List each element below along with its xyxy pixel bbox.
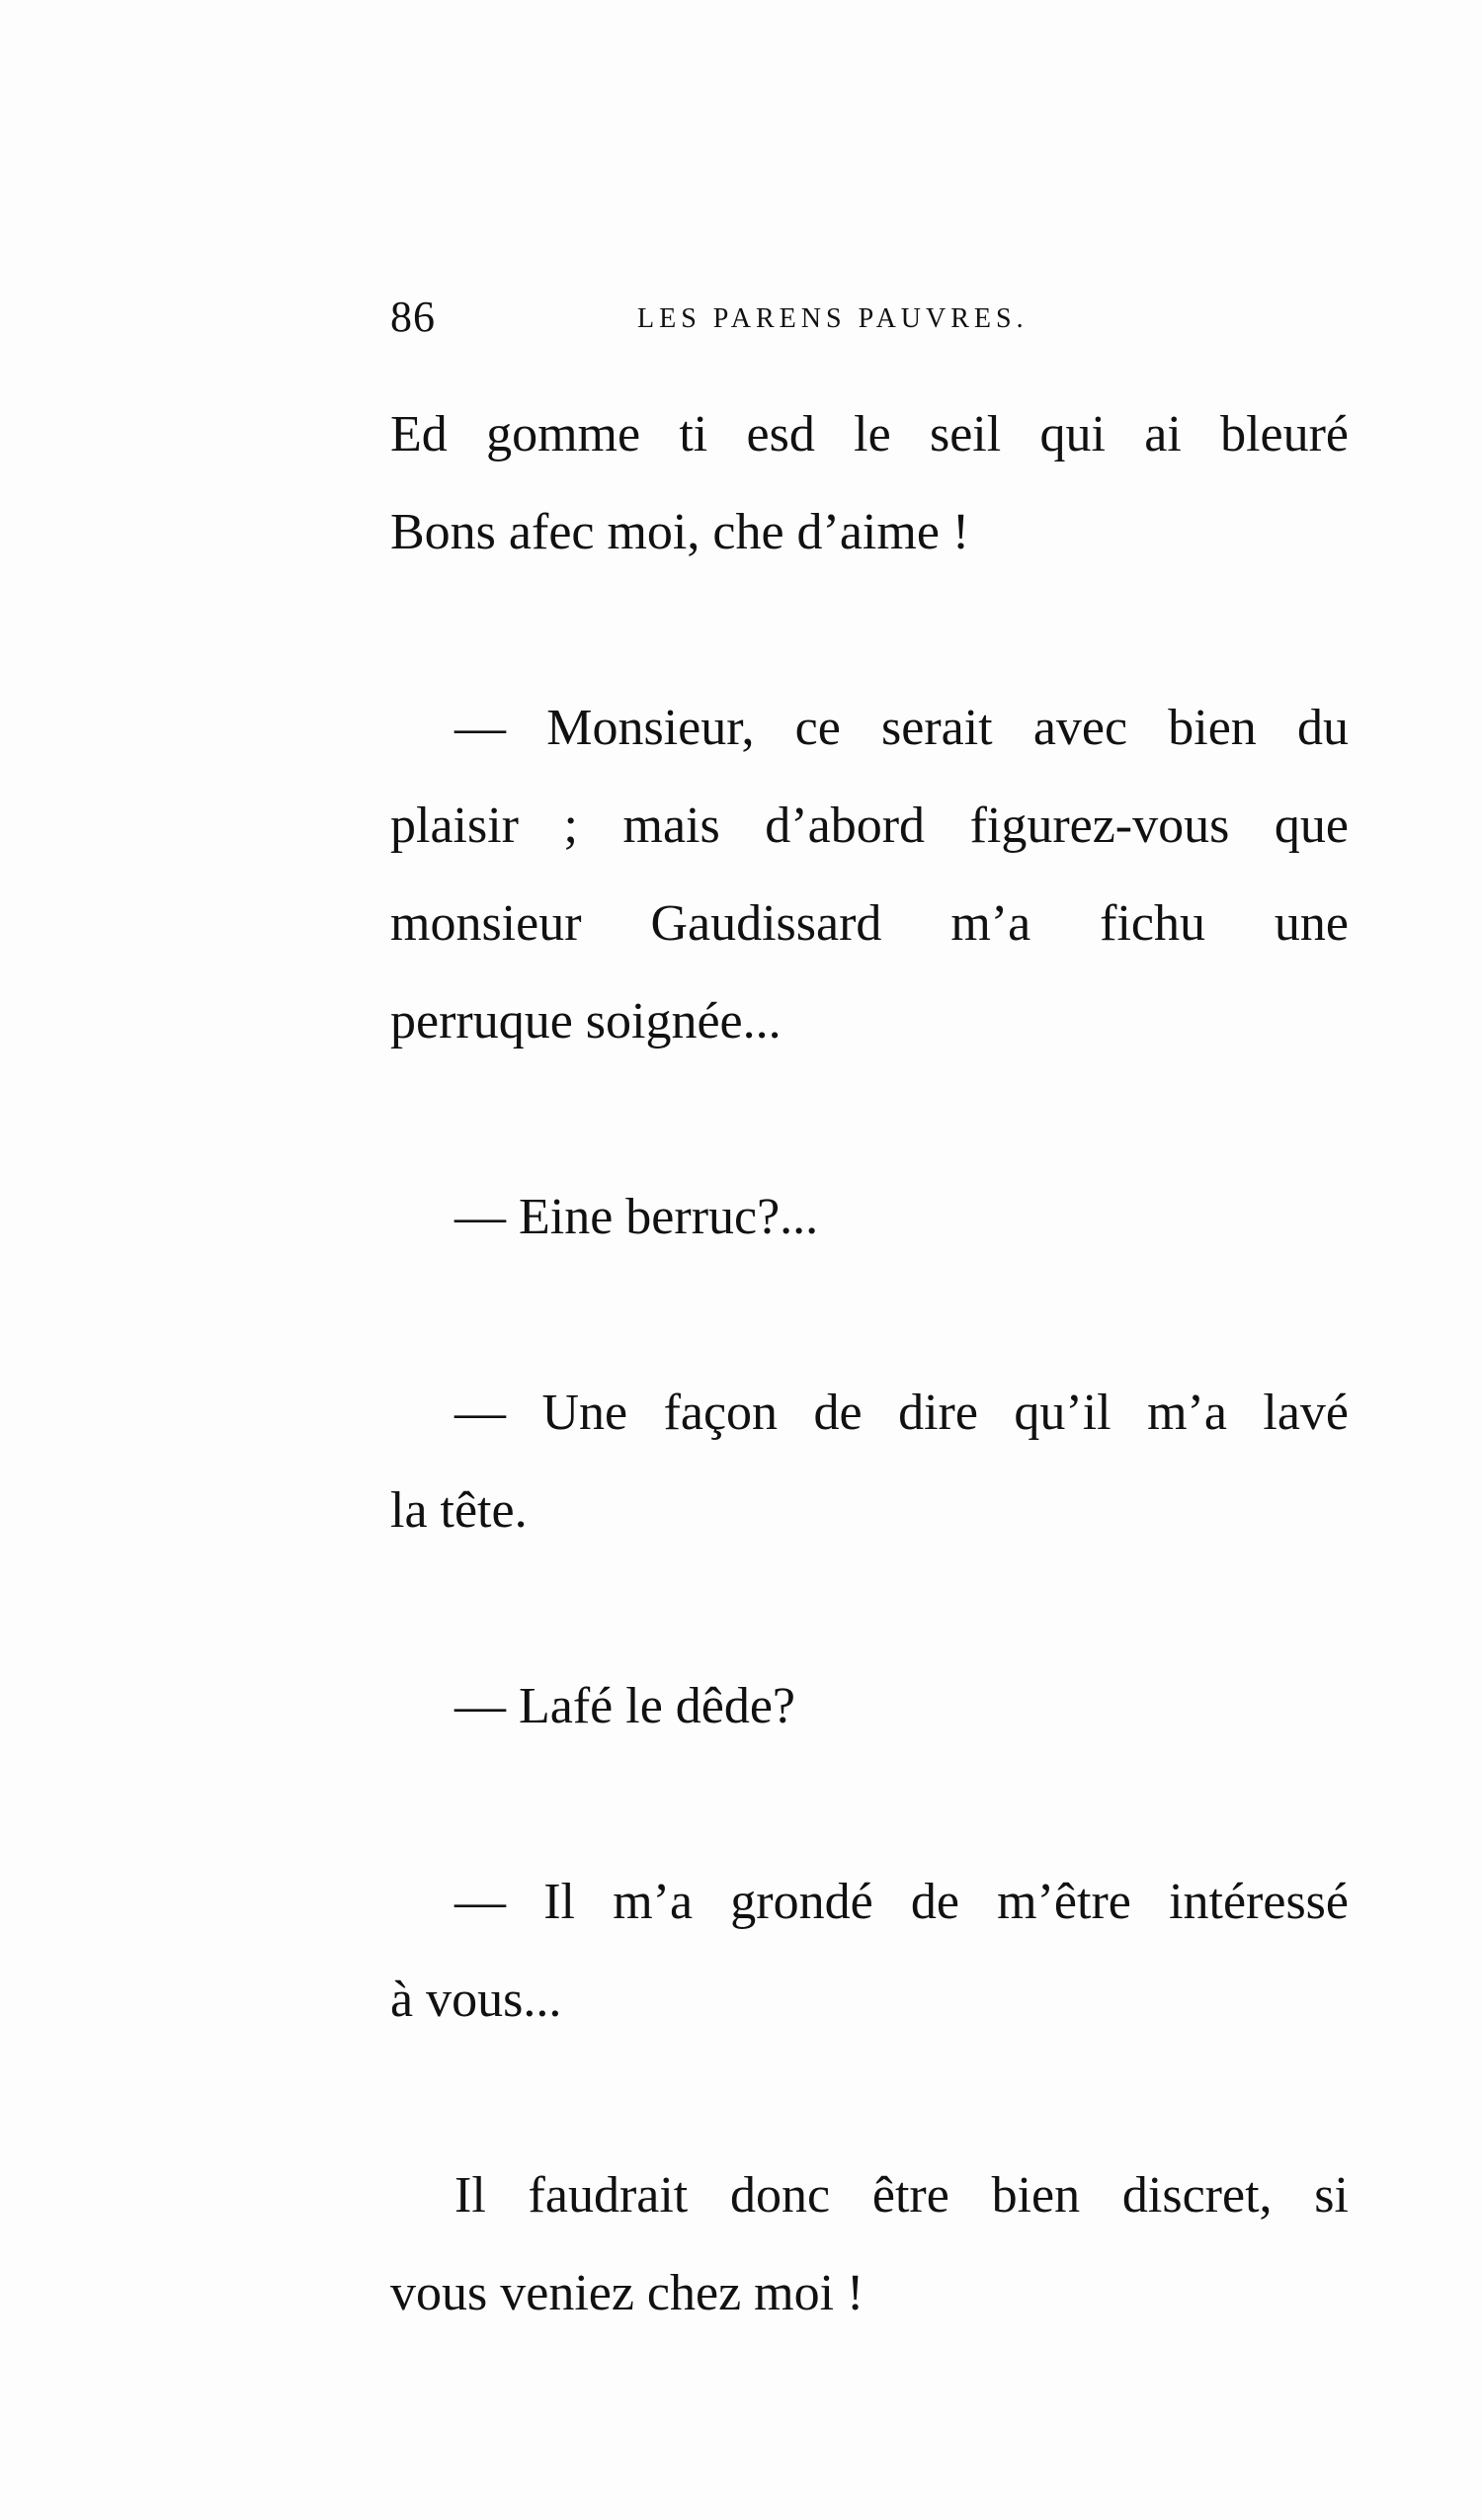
text-line: monsieur Gaudissard m’a fichu une bbox=[390, 895, 1349, 952]
text-line: plaisir ; mais d’abord figurez-vous que bbox=[390, 798, 1349, 854]
text-line: — Monsieur, ce serait avec bien du bbox=[454, 700, 1349, 756]
text-line: vous veniez chez moi ! bbox=[390, 2265, 864, 2321]
text-line: — Une façon de dire qu’il m’a lavé bbox=[454, 1385, 1349, 1441]
paragraph-gap bbox=[390, 1755, 1349, 1853]
text-line: — Il m’a grondé de m’être intéressé bbox=[454, 1874, 1349, 1930]
text-line: la tête. bbox=[390, 1482, 528, 1539]
paragraph-gap bbox=[390, 1559, 1349, 1657]
running-title: LES PARENS PAUVRES. bbox=[637, 303, 1029, 334]
paragraph-gap bbox=[390, 2049, 1349, 2146]
text-line: — Eine berruc?... bbox=[454, 1189, 819, 1245]
paragraph-gap bbox=[390, 1266, 1349, 1364]
paragraph-gap bbox=[390, 581, 1349, 679]
text-line: Il faudrait donc être bien discret, si bbox=[454, 2167, 1349, 2224]
page-number: 86 bbox=[390, 293, 436, 341]
paragraph-gap bbox=[390, 1070, 1349, 1168]
text-line: à vous... bbox=[390, 1972, 562, 2028]
text-line: perruque soignée... bbox=[390, 993, 782, 1050]
text-line: Ed gomme ti esd le seil qui ai bleuré bbox=[390, 406, 1349, 462]
body-text bbox=[390, 385, 1349, 2342]
text-line: — Lafé le dêde? bbox=[454, 1678, 796, 1734]
page-header bbox=[390, 292, 1378, 351]
text-line: Bons afec moi, che d’aime ! bbox=[390, 504, 970, 560]
